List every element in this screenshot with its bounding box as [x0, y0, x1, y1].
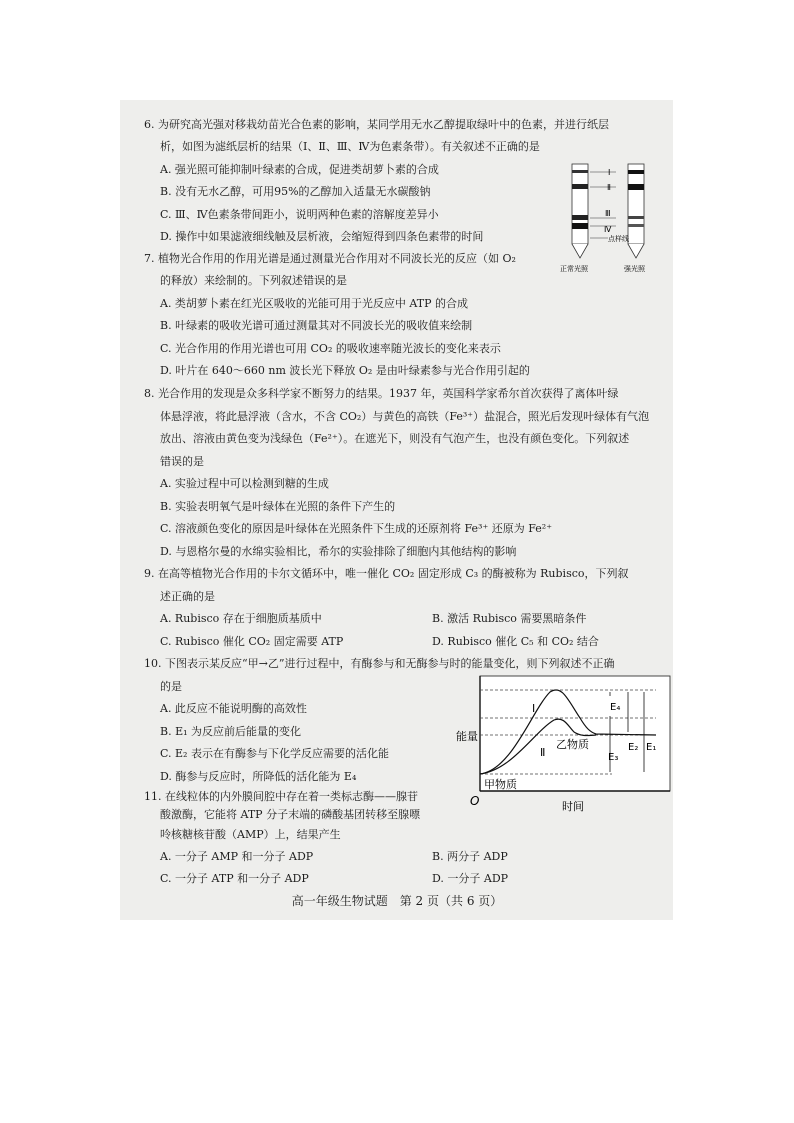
- page-footer: 高一年级生物试题 第 2 页（共 6 页）: [291, 894, 503, 908]
- energy-diagram: [452, 670, 674, 820]
- q6-stem-line1: 6. 为研究高光强对移栽幼苗光合色素的影响，某同学用无水乙醇提取绿叶中的色素，并进行纸层: [144, 118, 609, 131]
- strong-light-strip: [628, 164, 644, 258]
- normal-light-strip: [572, 164, 588, 258]
- reactant-label: 甲物质: [484, 778, 517, 791]
- q11-stem-line1: 11. 在线粒体的内外膜间腔中存在着一类标志酶——腺苷: [144, 790, 418, 803]
- q11-option-d: D. 一分子 ADP: [432, 872, 509, 885]
- y-axis-label-1: 能量: [456, 730, 478, 743]
- product-label: 乙物质: [556, 738, 589, 751]
- q10-option-d: D. 酶参与反应时，所降低的活化能为 E₄: [160, 770, 357, 783]
- q9-option-c: C. Rubisco 催化 CO₂ 固定需要 ATP: [160, 635, 344, 648]
- curve-ii-label: Ⅱ: [540, 746, 546, 759]
- band-label-i: Ⅰ: [608, 168, 611, 177]
- e1-label: E₁: [646, 742, 657, 753]
- origin-label: O: [470, 794, 480, 808]
- band-i: [572, 170, 588, 173]
- q6-option-c: C. Ⅲ、Ⅳ色素条带间距小，说明两种色素的溶解度差异小: [160, 208, 439, 221]
- q7-stem-line1: 7. 植物光合作用的作用光谱是通过测量光合作用对不同波长光的反应（如 O₂: [144, 252, 516, 265]
- q9-option-a: A. Rubisco 存在于细胞质基质中: [160, 612, 322, 625]
- q9-option-b: B. 激活 Rubisco 需要黑暗条件: [432, 612, 587, 625]
- q8-option-d: D. 与恩格尔曼的水绵实验相比，希尔的实验排除了细胞内其他结构的影响: [160, 545, 517, 558]
- q7-stem-line2: 的释放）来绘制的。下列叙述错误的是: [160, 274, 347, 287]
- q11-option-b: B. 两分子 ADP: [432, 850, 508, 863]
- q6-option-d: D. 操作中如果滤液细线触及层析液，会缩短得到四条色素带的时间: [160, 230, 484, 243]
- e3-label: E₃: [608, 752, 619, 763]
- q9-option-d: D. Rubisco 催化 C₅ 和 CO₂ 结合: [432, 635, 599, 648]
- q8-stem-line2: 体悬浮液，将此悬浮液（含水，不含 CO₂）与黄色的高铁（Fe³⁺）盐混合，照光后发现叶绿体有气泡: [160, 410, 650, 423]
- q7-option-b: B. 叶绿素的吸收光谱可通过测量其对不同波长光的吸收值来绘制: [160, 319, 473, 332]
- e2-label: E₂: [628, 742, 639, 753]
- q8-option-a: A. 实验过程中可以检测到糖的生成: [160, 477, 329, 490]
- band-label-ii: Ⅱ: [607, 183, 611, 192]
- normal-light-caption: 正常光照: [560, 265, 588, 273]
- q6-stem-line2: 析，如图为滤纸层析的结果（Ⅰ、Ⅱ、Ⅲ、Ⅳ为色素条带）。有关叙述不正确的是: [160, 140, 540, 153]
- x-axis-label: 时间: [562, 800, 584, 813]
- q11-stem-line3: 呤核糖核苷酸（AMP）上，结果产生: [160, 828, 341, 841]
- q9-stem-line1: 9. 在高等植物光合作用的卡尔文循环中，唯一催化 CO₂ 固定形成 C₃ 的酶被称为 Rubisco，下列叙: [144, 567, 629, 580]
- e4-label: E₄: [610, 702, 621, 713]
- q11-option-a: A. 一分子 AMP 和一分子 ADP: [160, 850, 314, 863]
- curve-i-label: Ⅰ: [532, 702, 536, 715]
- q7-option-c: C. 光合作用的作用光谱也可用 CO₂ 的吸收速率随光波长的变化来表示: [160, 342, 501, 355]
- q6-option-b: B. 没有无水乙醇，可用95%的乙醇加入适量无水碳酸钠: [160, 185, 431, 198]
- band-label-iv: Ⅳ: [604, 225, 612, 234]
- q10-stem-line2: 的是: [160, 680, 182, 693]
- q7-option-d: D. 叶片在 640～660 nm 波长光下释放 O₂ 是由叶绿素参与光合作用引起的: [160, 364, 530, 377]
- q8-option-c: C. 溶液颜色变化的原因是叶绿体在光照条件下生成的还原剂将 Fe³⁺ 还原为 Fe²⁺: [160, 522, 553, 535]
- band-iv: [572, 223, 588, 229]
- q10-option-a: A. 此反应不能说明酶的高效性: [160, 702, 307, 715]
- q8-stem-line4: 错误的是: [160, 455, 204, 468]
- strong-light-caption: 强光照: [624, 265, 645, 273]
- q8-stem-line1: 8. 光合作用的发现是众多科学家不断努力的结果。1937 年，英国科学家希尔首次获得了离体叶绿: [144, 387, 619, 400]
- q8-stem-line3: 放出、溶液由黄色变为浅绿色（Fe²⁺）。在遮光下，则没有气泡产生，也没有颜色变化。下列叙述: [160, 432, 630, 445]
- q8-option-b: B. 实验表明氧气是叶绿体在光照的条件下产生的: [160, 500, 396, 513]
- q10-option-b: B. E₁ 为反应前后能量的变化: [160, 725, 302, 738]
- origin-line-label: 点样线: [608, 235, 629, 243]
- q9-stem-line2: 述正确的是: [160, 590, 215, 603]
- q7-option-a: A. 类胡萝卜素在红光区吸收的光能可用于光反应中 ATP 的合成: [160, 297, 469, 310]
- q11-option-c: C. 一分子 ATP 和一分子 ADP: [160, 872, 309, 885]
- band-label-iii: Ⅲ: [605, 209, 611, 218]
- q11-stem-line2: 酸激酶，它能将 ATP 分子末端的磷酸基团转移至腺嘌: [160, 808, 421, 821]
- band-iii: [572, 215, 588, 220]
- q10-stem-line1: 10. 下图表示某反应“甲→乙”进行过程中，有酶参与和无酶参与时的能量变化，则下列叙述不正确: [144, 657, 615, 670]
- q10-option-c: C. E₂ 表示在有酶参与下化学反应需要的活化能: [160, 747, 389, 760]
- q6-option-a: A. 强光照可能抑制叶绿素的合成，促进类胡萝卜素的合成: [160, 163, 439, 176]
- band-ii: [572, 184, 588, 189]
- chromatography-figure: [548, 158, 668, 276]
